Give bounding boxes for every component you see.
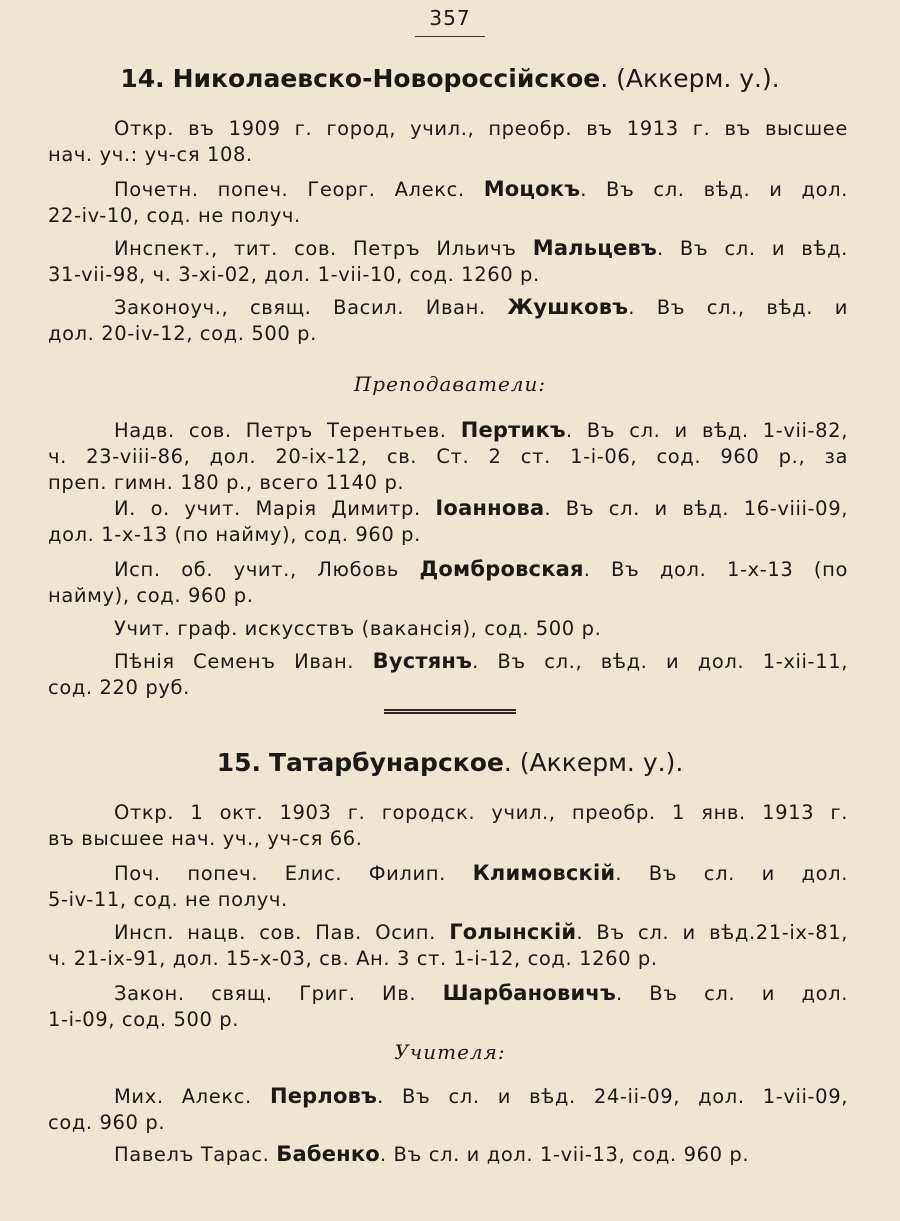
section-15-heading: 15. Татарбунарское. (Аккерм. у.). bbox=[216, 748, 684, 777]
section-14-teacher-entry: Исп. об. учит., Любовь Домбровская. Въ дол. 1-x-13 (по найму), сод. 960 р. bbox=[48, 557, 848, 607]
section-14-heading: 14. Николаевско-Новороссійское. (Аккерм. у.). bbox=[120, 64, 780, 93]
section-14-teacher-entry: И. о. учит. Марія Димитр. Іоаннова. Въ сл. и вѣд. 16-viii-09, дол. 1-x-13 (по найму), сод. 960 р. bbox=[48, 496, 848, 546]
person-surname: Климовскій bbox=[472, 861, 616, 885]
section-name: Татарбунарское bbox=[268, 748, 504, 777]
section-15-inspector-entry: Инсп. нацв. сов. Пав. Осип. Голынскій. Въ сл. и вѣд.21-ix-81, ч. 21-ix-91, дол. 15-x-03, св. Ан. 3 ст. 1-i-12, сод. 1260 р. bbox=[48, 920, 848, 970]
person-surname: Пертикъ bbox=[460, 418, 566, 442]
section-14-teachers-heading: Преподаватели: bbox=[353, 372, 547, 396]
person-surname: Вустянъ bbox=[372, 649, 473, 673]
person-surname: Перловъ bbox=[269, 1084, 378, 1108]
section-14-vacancy-entry: Учит. граф. искусствъ (вакансія), сод. 500 р. bbox=[114, 617, 602, 640]
page-number: 357 bbox=[429, 6, 471, 30]
section-name: Николаевско-Новороссійское bbox=[172, 64, 601, 93]
section-county: (Аккерм. у.). bbox=[519, 748, 684, 777]
section-14-teacher-entry: Надв. сов. Петръ Терентьев. Пертикъ. Въ сл. и вѣд. 1-vii-82, ч. 23-viii-86, дол. 20-ix-12, св. Ст. 2 ст. 1-i-06, сод. 960 р., за преп. гимн. 180 р., всего 1140 р. bbox=[48, 418, 848, 494]
section-15-trustee-entry: Поч. попеч. Елис. Филип. Климовскій. Въ сл. и дол. 5-iv-11, сод. не получ. bbox=[48, 861, 848, 911]
person-surname: Бабенко bbox=[276, 1142, 380, 1166]
section-14-teacher-entry: Пѣнія Семенъ Иван. Вустянъ. Въ сл., вѣд. и дол. 1-xii-11, сод. 220 руб. bbox=[48, 649, 849, 699]
section-15-opening-paragraph: Откр. 1 окт. 1903 г. городск. учил., преобр. 1 янв. 1913 г. въ высшее нач. уч., уч-ся 66. bbox=[48, 801, 848, 850]
section-14-priest-entry: Законоуч., свящ. Васил. Иван. Жушковъ. Въ сл., вѣд. и дол. 20-iv-12, сод. 500 р. bbox=[48, 295, 848, 345]
person-surname: Моцокъ bbox=[483, 177, 581, 201]
person-surname: Домбровская bbox=[419, 557, 584, 581]
section-15-priest-entry: Закон. свящ. Григ. Ив. Шарбановичъ. Въ сл. и дол. 1-i-09, сод. 500 р. bbox=[48, 981, 848, 1031]
person-surname: Іоаннова bbox=[435, 496, 545, 520]
section-15-teacher-entry: Павелъ Тарас. Бабенко. Въ сл. и дол. 1-vii-13, сод. 960 р. bbox=[114, 1142, 750, 1166]
section-14-inspector-entry: Инспект., тит. сов. Петръ Ильичъ Мальцевъ. Въ сл. и вѣд. 31-vii-98, ч. 3-xi-02, дол. 1-vii-10, сод. 1260 р. bbox=[48, 236, 848, 286]
person-surname: Жушковъ bbox=[507, 295, 629, 319]
section-14-trustee-entry: Почетн. попеч. Георг. Алекс. Моцокъ. Въ сл. вѣд. и дол. 22-iv-10, сод. не получ. bbox=[48, 177, 848, 227]
section-divider bbox=[384, 709, 516, 714]
person-surname: Шарбановичъ bbox=[442, 981, 616, 1005]
section-number: 15. bbox=[216, 748, 262, 777]
section-15-teacher-entry: Мих. Алекс. Перловъ. Въ сл. и вѣд. 24-ii-09, дол. 1-vii-09, сод. 960 р. bbox=[48, 1084, 848, 1134]
person-surname: Мальцевъ bbox=[532, 236, 657, 260]
person-surname: Голынскій bbox=[449, 920, 577, 944]
page-number-rule bbox=[415, 36, 485, 37]
section-14-opening-paragraph: Откр. въ 1909 г. город, учил., преобр. въ 1913 г. въ высшее нач. уч.: уч-ся 108. bbox=[48, 117, 848, 166]
section-number: 14. bbox=[120, 64, 165, 93]
section-15-teachers-heading: Учителя: bbox=[394, 1040, 506, 1064]
section-county: (Аккерм. у.). bbox=[616, 64, 780, 93]
